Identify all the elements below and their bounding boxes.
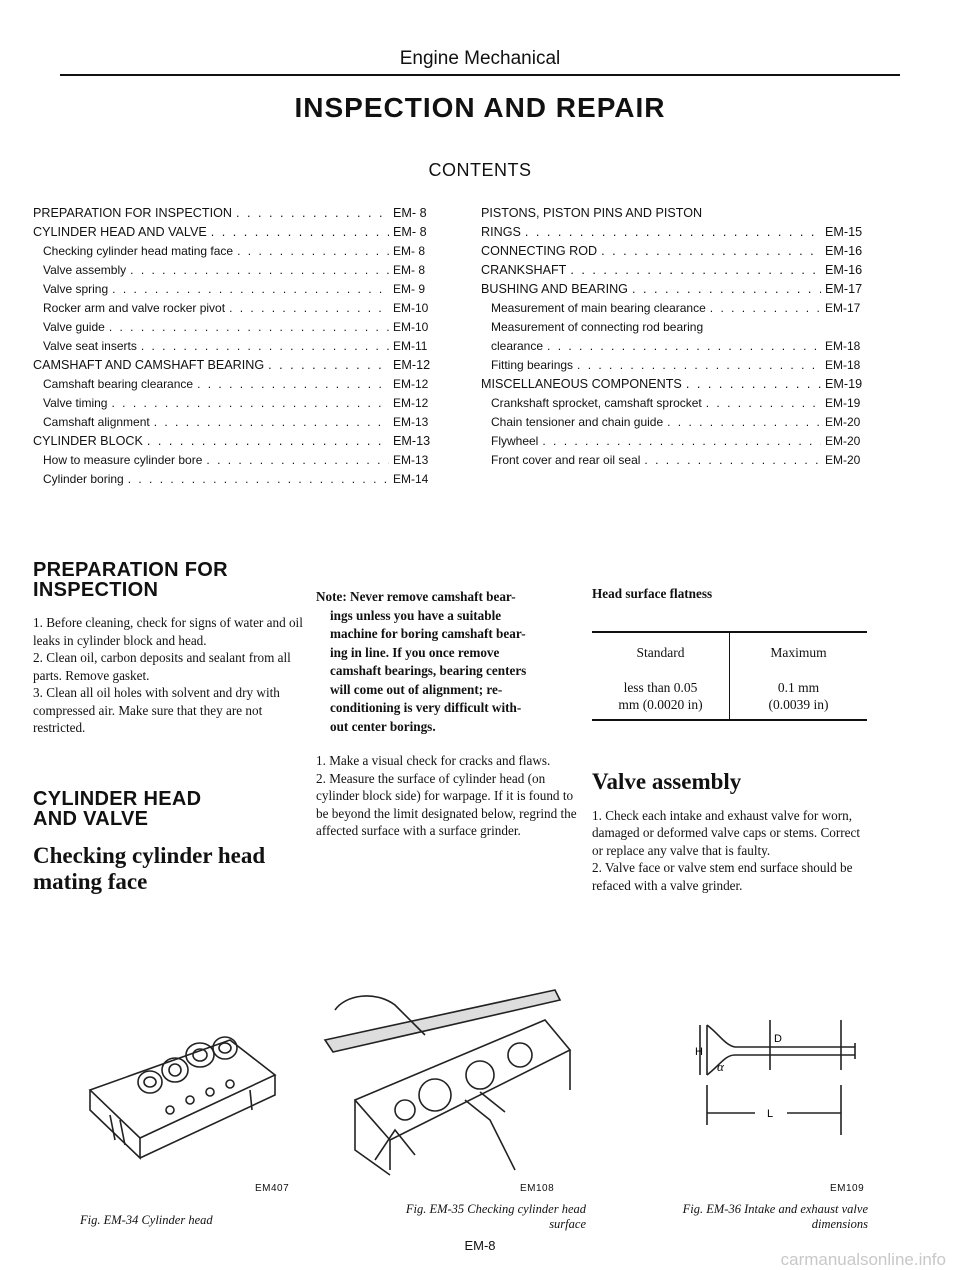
toc-entry	[481, 204, 873, 223]
toc-entry	[481, 299, 873, 318]
toc-leader-dots	[109, 318, 389, 337]
table-cell-maximum	[730, 673, 868, 720]
toc-entry	[33, 204, 441, 223]
toc-entry-label: Valve assembly	[43, 263, 127, 277]
toc-entry-label: PISTONS, PISTON PINS AND PISTON	[481, 206, 703, 220]
toc-entry-label: Flywheel	[491, 434, 539, 448]
mating-face-heading-line1: Checking cylinder head	[33, 842, 266, 868]
toc-leader-dots	[229, 299, 389, 318]
table-header-maximum: Maximum	[770, 644, 827, 660]
figure-35-caption-line1: Fig. EM-35 Checking cylinder head	[405, 1202, 586, 1216]
toc-leader-dots	[632, 280, 821, 299]
toc-entry-page: EM-16	[825, 263, 863, 277]
contents-heading: CONTENTS	[428, 160, 532, 180]
toc-entry	[33, 280, 441, 299]
head-surface-check-figure	[315, 980, 575, 1180]
toc-entry-page: EM-12	[393, 396, 429, 410]
valve-assembly-heading: Valve assembly	[592, 768, 742, 794]
toc-entry-page: EM-18	[825, 358, 861, 372]
toc-entry	[481, 375, 873, 394]
table-cell-standard	[592, 673, 730, 720]
toc-entry	[33, 451, 441, 470]
toc-entry-label: CYLINDER BLOCK	[33, 434, 143, 448]
toc-leader-dots	[211, 223, 389, 242]
toc-entry-page: EM-20	[825, 415, 861, 429]
toc-entry	[481, 356, 873, 375]
header-rule	[60, 74, 900, 76]
toc-entry-label: Measurement of main bearing clearance	[491, 301, 706, 315]
figure-34-code: EM407	[255, 1183, 290, 1194]
table-header-row	[592, 632, 867, 673]
toc-entry	[33, 432, 441, 451]
preparation-heading-line1: PREPARATION FOR	[33, 559, 228, 581]
toc-entry-page: EM-18	[825, 339, 861, 353]
valve-label-d: D	[774, 1033, 782, 1045]
toc-entry-label: Valve guide	[43, 320, 105, 334]
toc-entry-label: CAMSHAFT AND CAMSHAFT BEARING	[33, 358, 265, 372]
column-1	[33, 560, 303, 895]
toc-leader-dots	[710, 299, 821, 318]
figure-35-caption	[318, 1202, 586, 1232]
section-header: Engine Mechanical	[399, 48, 561, 69]
toc-entry-page: EM-13	[393, 434, 431, 448]
note-line-5: camshaft bearings, bearing centers	[330, 663, 527, 678]
toc-leader-dots	[130, 261, 389, 280]
prep-step-1: 1. Before cleaning, check for signs of water and oil leaks in cylinder block and head.	[33, 615, 303, 648]
toc-entry	[481, 318, 873, 337]
figure-36-caption	[600, 1202, 868, 1232]
toc-entry-label: Rocker arm and valve rocker pivot	[43, 301, 226, 315]
toc-entry	[481, 261, 873, 280]
toc-leader-dots	[206, 451, 389, 470]
standard-value-line2: mm (0.0020 in)	[618, 696, 703, 712]
maximum-value-line1: 0.1 mm	[777, 679, 820, 695]
toc-entry-page: EM-10	[393, 320, 429, 334]
toc-entry-label: PREPARATION FOR INSPECTION	[33, 206, 232, 220]
toc-leader-dots	[141, 337, 389, 356]
toc-entry	[33, 375, 441, 394]
toc-leader-dots	[601, 242, 821, 261]
toc-leader-dots	[706, 394, 821, 413]
mating-face-heading-line2: mating face	[33, 868, 148, 894]
toc-entry-page: EM-17	[825, 282, 863, 296]
toc-leader-dots	[197, 375, 389, 394]
mating-step-2: 2. Measure the surface of cylinder head (on cylinder block side) for warpage. If it is found to be beyond the limit designated below, regrind the affected surface with a surface grinder.	[316, 770, 577, 838]
toc-leader-dots	[268, 356, 389, 375]
toc-leader-dots	[128, 470, 389, 489]
note-line-7: conditioning is very difficult with-	[330, 700, 522, 715]
toc-leader-dots	[236, 204, 389, 223]
toc-entry-label: Valve seat inserts	[43, 339, 137, 353]
flatness-table-title: Head surface flatness	[592, 586, 713, 601]
toc-leader-dots	[547, 337, 821, 356]
valve-step-2: 2. Valve face or valve stem end surface should be refaced with a valve grinder.	[592, 860, 853, 893]
toc-entry-page: EM-20	[825, 434, 861, 448]
figure-36-caption-line1: Fig. EM-36 Intake and exhaust valve	[682, 1202, 868, 1216]
flatness-table	[592, 631, 867, 721]
toc-entry-label: Valve spring	[43, 282, 109, 296]
maximum-value-line2: (0.0039 in)	[768, 696, 829, 712]
toc-leader-dots	[111, 394, 389, 413]
toc-leader-dots	[570, 261, 821, 280]
toc-leader-dots	[577, 356, 821, 375]
valve-label-alpha: α	[717, 1059, 724, 1074]
toc-entry-page: EM-13	[393, 415, 429, 429]
toc-entry-page: EM- 8	[393, 225, 427, 239]
note-line-6: will come out of alignment; re-	[330, 681, 503, 697]
page-number: EM-8	[464, 1238, 496, 1253]
toc-entry	[33, 261, 441, 280]
toc-entry-page: EM- 9	[393, 282, 426, 296]
toc-entry-label: Chain tensioner and chain guide	[491, 415, 664, 429]
toc-entry-label: Crankshaft sprocket, camshaft sprocket	[491, 396, 702, 410]
toc-leader-dots	[542, 432, 821, 451]
toc-entry-page: EM-11	[393, 339, 428, 353]
toc-entry-label: Camshaft bearing clearance	[43, 377, 194, 391]
preparation-heading	[33, 560, 303, 600]
toc-entry-page: EM- 8	[393, 263, 426, 277]
valve-dimensions-figure	[695, 1015, 865, 1175]
toc-entry	[481, 280, 873, 299]
toc-entry-label: CRANKSHAFT	[481, 263, 567, 277]
toc-entry	[481, 337, 873, 356]
toc-entry-label: Front cover and rear oil seal	[491, 453, 641, 467]
toc-entry	[33, 413, 441, 432]
toc-entry-label: clearance	[491, 339, 544, 353]
toc-entry	[33, 337, 441, 356]
toc-leader-dots	[154, 413, 389, 432]
valve-label-l: L	[767, 1108, 774, 1120]
page-title: INSPECTION AND REPAIR	[294, 92, 666, 123]
toc-entry-label: Fitting bearings	[491, 358, 574, 372]
cylinder-head-heading	[33, 789, 303, 829]
toc-entry-label: RINGS	[481, 225, 521, 239]
watermark: carmanualsonline.info	[780, 1250, 946, 1269]
cylinder-head-figure	[80, 1020, 280, 1160]
toc-entry-label: Measurement of connecting rod bearing	[491, 320, 704, 334]
toc-right	[481, 204, 873, 470]
prep-step-2: 2. Clean oil, carbon deposits and sealant from all parts. Remove gasket.	[33, 650, 291, 683]
figure-34-caption: Fig. EM-34 Cylinder head	[80, 1213, 213, 1227]
toc-entry-page: EM-20	[825, 453, 861, 467]
toc-entry-label: Cylinder boring	[43, 472, 124, 486]
preparation-steps	[33, 614, 303, 737]
toc-entry-page: EM-14	[393, 472, 429, 486]
toc-entry-page: EM-12	[393, 377, 429, 391]
toc-entry-label: BUSHING AND BEARING	[481, 282, 628, 296]
valve-assembly-steps	[592, 807, 872, 895]
toc-leader-dots	[644, 451, 821, 470]
toc-leader-dots	[525, 223, 821, 242]
column-3	[592, 585, 872, 894]
camshaft-bearing-note	[316, 588, 586, 736]
note-line-3: machine for boring camshaft bear-	[330, 626, 526, 641]
toc-entry	[33, 470, 441, 489]
figure-35-code: EM108	[520, 1183, 555, 1194]
toc-leader-dots	[686, 375, 821, 394]
toc-entry-page: EM- 8	[393, 244, 426, 258]
toc-entry-page: EM-10	[393, 301, 429, 315]
standard-value-line1: less than 0.05	[623, 679, 698, 695]
toc-entry	[33, 242, 441, 261]
toc-entry	[481, 223, 873, 242]
toc-entry	[481, 432, 873, 451]
table-row	[592, 673, 867, 720]
toc-entry	[33, 318, 441, 337]
cylinder-head-heading-line1: CYLINDER HEAD	[33, 787, 202, 810]
toc-entry	[481, 451, 873, 470]
toc-entry-label: CONNECTING ROD	[481, 244, 598, 258]
toc-entry-label: CYLINDER HEAD AND VALVE	[33, 225, 207, 239]
preparation-heading-line2: INSPECTION	[33, 579, 159, 601]
figure-36-code: EM109	[830, 1183, 865, 1194]
toc-entry-page: EM-19	[825, 396, 861, 410]
toc-entry-page: EM-19	[825, 377, 863, 391]
column-2	[316, 588, 586, 840]
toc-entry-label: Checking cylinder head mating face	[43, 244, 234, 258]
prep-step-3: 3. Clean all oil holes with solvent and dry with compressed air. Make sure that they are not restricted.	[33, 685, 280, 735]
note-line-8: out center borings.	[330, 718, 436, 734]
toc-entry	[481, 242, 873, 261]
toc-entry	[33, 356, 441, 375]
toc-leader-dots	[112, 280, 389, 299]
toc-entry-label: How to measure cylinder bore	[43, 453, 203, 467]
toc-entry	[481, 394, 873, 413]
toc-entry	[481, 413, 873, 432]
toc-entry	[33, 299, 441, 318]
toc-entry-label: Valve timing	[43, 396, 108, 410]
note-line-1: Note: Never remove camshaft bear-	[316, 589, 516, 604]
toc-leader-dots	[667, 413, 821, 432]
cylinder-head-heading-line2: AND VALVE	[33, 807, 149, 830]
toc-entry	[33, 223, 441, 242]
toc-left	[33, 204, 441, 489]
mating-face-heading	[33, 843, 303, 895]
toc-entry	[33, 394, 441, 413]
toc-entry-page: EM-12	[393, 358, 431, 372]
note-line-2: ings unless you have a suitable	[330, 607, 502, 623]
toc-entry-page: EM-13	[393, 453, 429, 467]
toc-leader-dots	[237, 242, 389, 261]
figure-35-caption-line2: surface	[549, 1217, 586, 1231]
mating-step-1: 1. Make a visual check for cracks and flaws.	[316, 753, 551, 768]
toc-entry-page: EM-17	[825, 301, 861, 315]
valve-step-1: 1. Check each intake and exhaust valve for worn, damaged or deformed valve caps or stems. Correct or replace any valve that is faulty.	[592, 807, 861, 858]
toc-entry-label: Camshaft alignment	[43, 415, 150, 429]
toc-entry-page: EM- 8	[393, 206, 427, 220]
figure-36-caption-line2: dimensions	[811, 1217, 868, 1231]
mating-face-steps	[316, 752, 586, 840]
valve-label-h: H	[695, 1046, 703, 1058]
note-line-4: ing in line. If you once remove	[330, 644, 500, 660]
toc-leader-dots	[147, 432, 389, 451]
toc-entry-label: MISCELLANEOUS COMPONENTS	[481, 377, 682, 391]
toc-entry-page: EM-16	[825, 244, 863, 258]
toc-entry-page: EM-15	[825, 225, 863, 239]
table-header-standard: Standard	[592, 632, 730, 673]
